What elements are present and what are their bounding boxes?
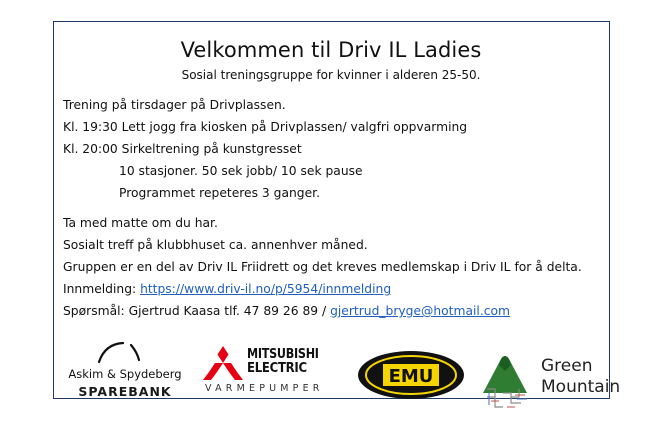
sparebank-label: SPAREBANK: [78, 384, 172, 399]
emu-text: EMU: [388, 366, 434, 387]
schedule-line-4: 10 stasjoner. 50 sek jobb/ 10 sek pause: [119, 164, 363, 178]
three-diamonds-icon: [203, 346, 243, 380]
green-text: Green: [541, 356, 593, 376]
page-title: Velkommen til Driv IL Ladies: [180, 38, 482, 62]
info-line-3: Gruppen er en del av Driv IL Friidrett og det kreves medlemskap i Driv IL for å delta.: [63, 260, 582, 274]
emu-logo: [357, 350, 465, 404]
mountain-icon: [481, 349, 537, 411]
electric-text: ELECTRIC: [247, 361, 307, 376]
mitsubishi-logo: [203, 346, 343, 406]
mountain-text: Mountain: [541, 377, 621, 397]
signup-label: Innmelding:: [63, 282, 141, 296]
signup-line: [63, 282, 391, 296]
page-subtitle: Sosial treningsgruppe for kvinner i alderen 25-50.: [181, 68, 481, 82]
schedule-line-2: Kl. 19:30 Lett jogg fra kiosken på Drivplassen/ valgfri oppvarming: [63, 120, 468, 134]
sparebank-arc-icon: [95, 340, 145, 364]
green-mountain-logo: [481, 349, 631, 411]
sparebank-name: Askim & Spydeberg: [68, 367, 182, 381]
info-line-1: Ta med matte om du har.: [63, 216, 218, 230]
varmepumper-text: VARMEPUMPER: [205, 383, 324, 394]
email-link[interactable]: gjertrud_bryge@hotmail.com: [330, 304, 511, 318]
questions-label: Spørsmål: Gjertrud Kaasa tlf. 47 89 26 89 /: [63, 304, 331, 318]
schedule-line-1: Trening på tirsdager på Drivplassen.: [63, 98, 286, 112]
signup-link[interactable]: https://www.driv-il.no/p/5954/innmelding: [140, 282, 392, 296]
info-line-2: Sosialt treff på klubbhuset ca. annenhver måned.: [63, 238, 368, 252]
schedule-line-5: Programmet repeteres 3 ganger.: [119, 186, 321, 200]
mitsubishi-text: MITSUBISHI: [247, 347, 319, 362]
questions-line: [63, 304, 510, 318]
askim-spydeberg-logo: [59, 338, 191, 398]
schedule-line-3: Kl. 20:00 Sirkeltrening på kunstgresset: [63, 142, 302, 156]
